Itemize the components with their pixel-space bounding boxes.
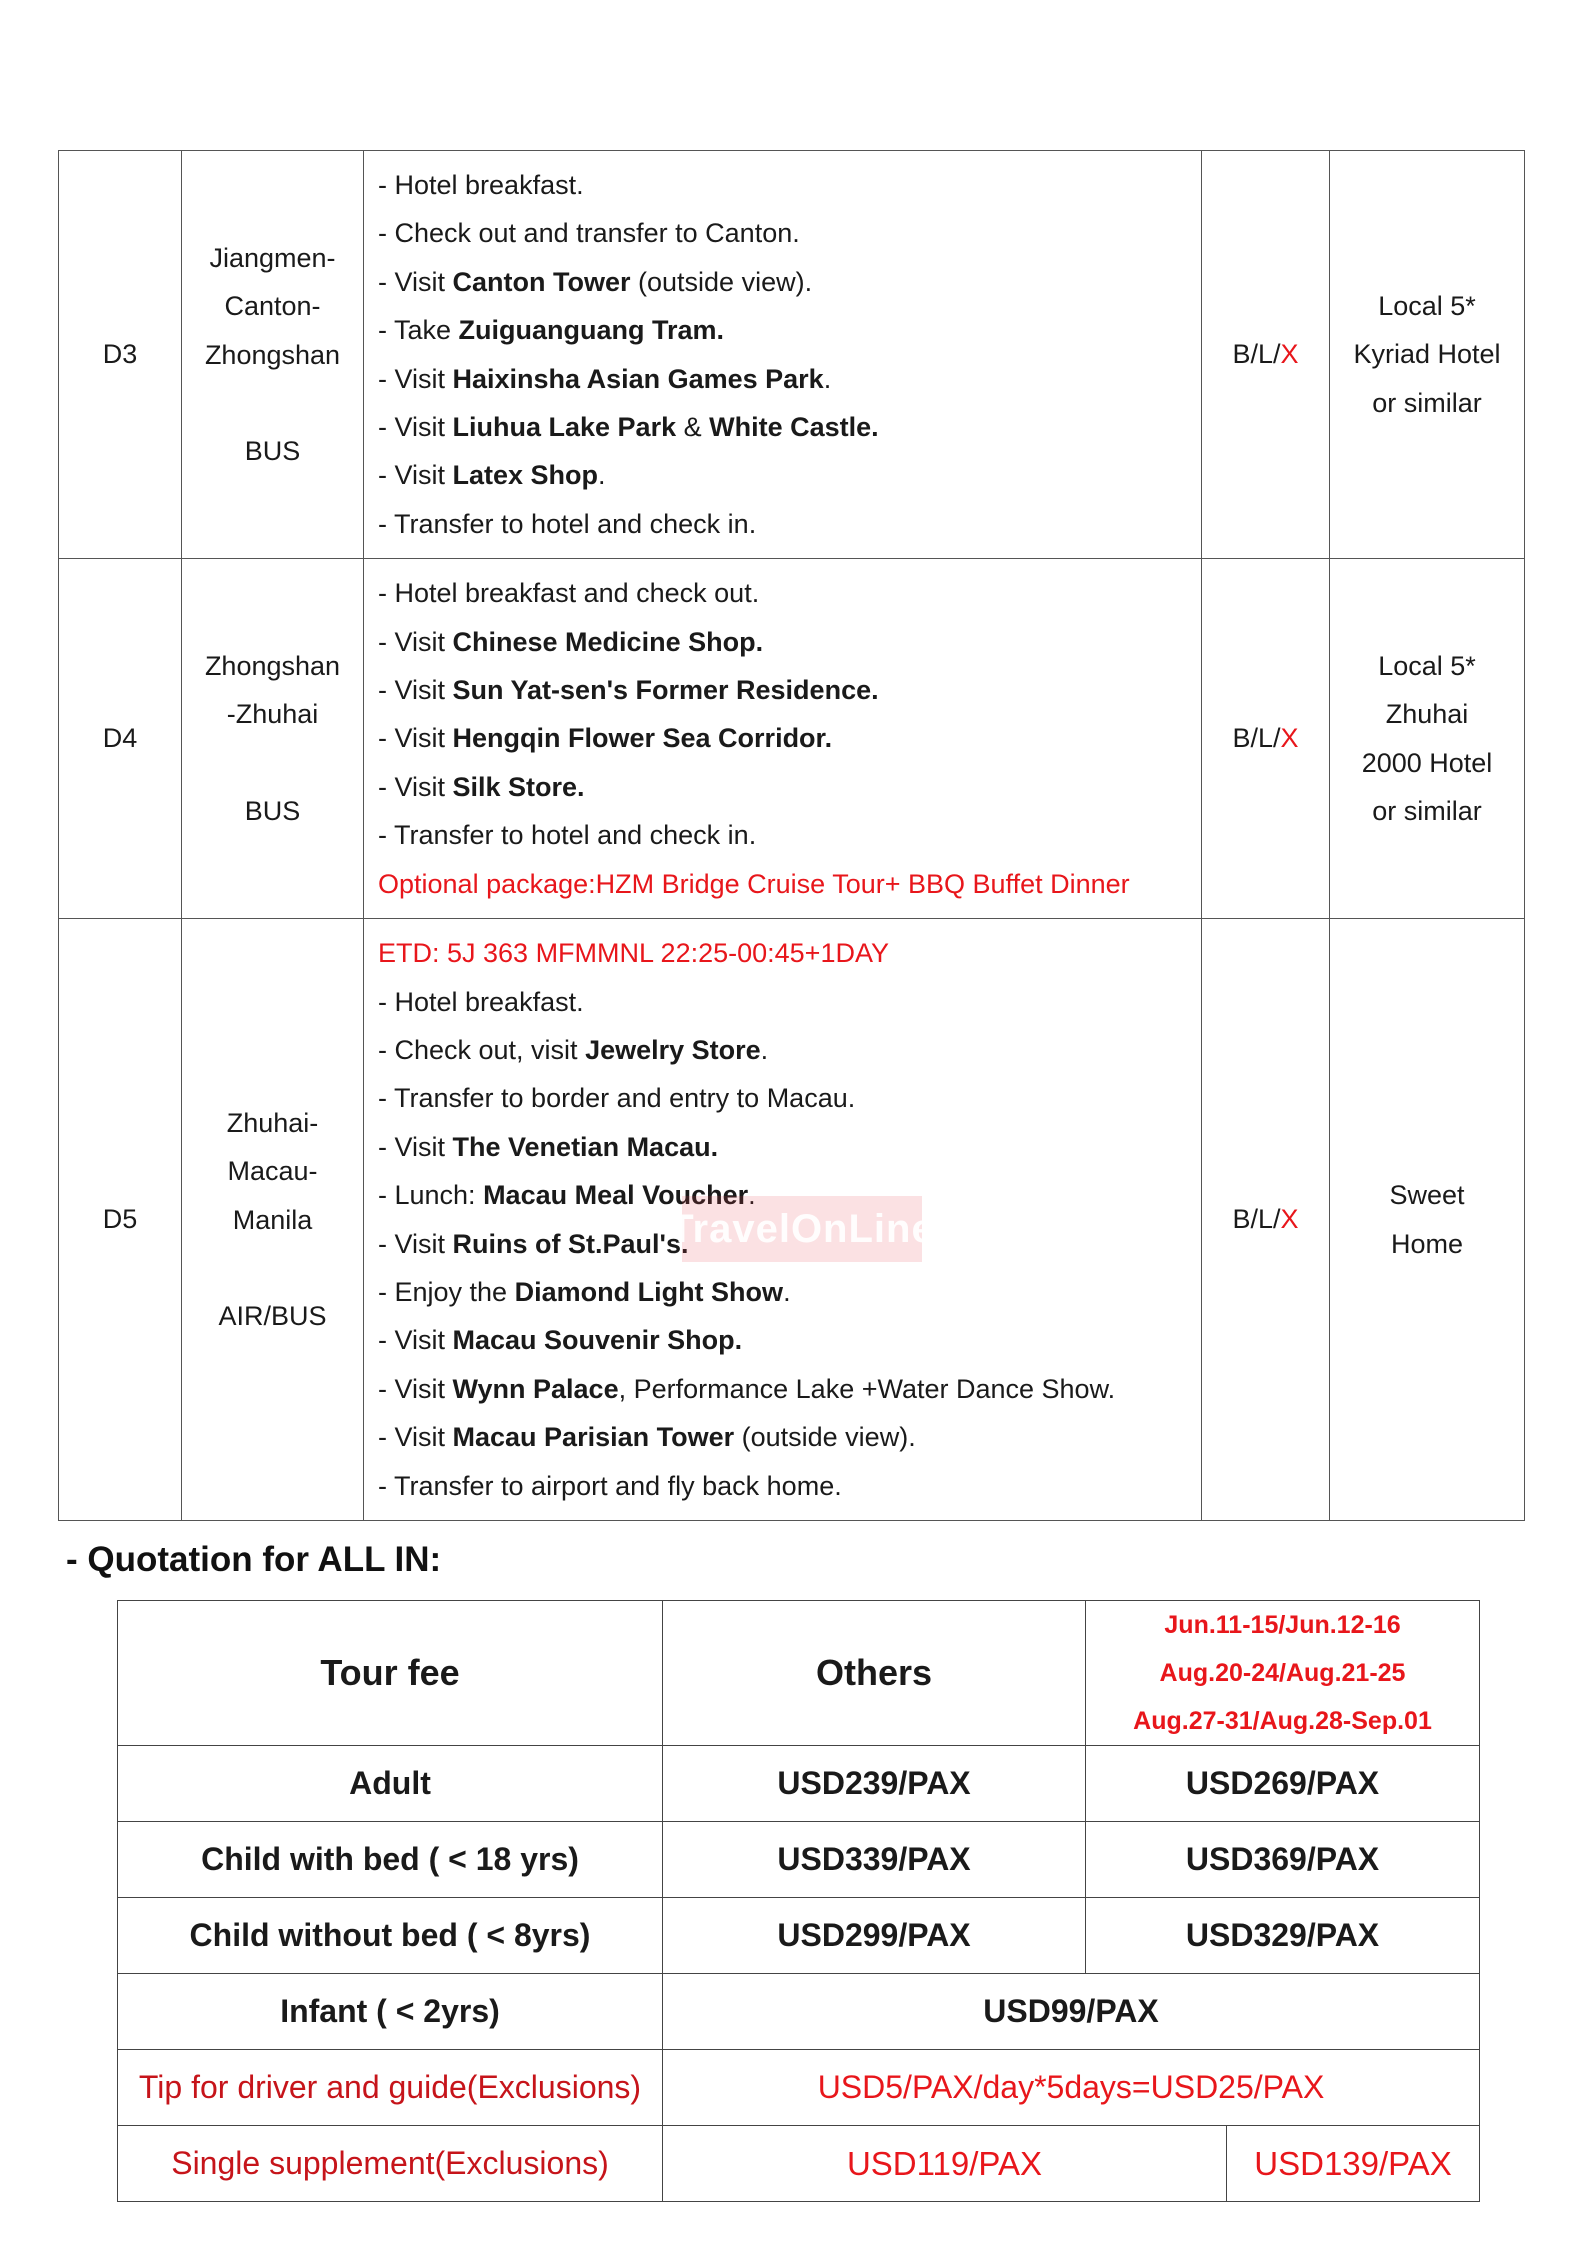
activity-text: (outside view). <box>734 1422 916 1453</box>
hotel-line: Kyriad Hotel <box>1353 339 1501 370</box>
activity-highlight: Canton Tower <box>452 266 631 297</box>
activity-text: ETD: 5J 363 MFMMNL 22:25-00:45+1DAY <box>378 938 889 969</box>
route-cell <box>182 919 364 1521</box>
activity-line <box>378 1365 1187 1413</box>
activity-text: - Transfer to hotel and check in. <box>378 820 757 851</box>
meals-included: B/L/ <box>1232 723 1281 754</box>
activity-text: . <box>598 460 606 491</box>
quotation-heading: - Quotation for ALL IN: <box>66 1540 442 1579</box>
price-peak: USD369/PAX <box>1086 1822 1480 1898</box>
day-cell: D4 <box>59 559 182 919</box>
activity-text: - Visit <box>378 1325 453 1356</box>
activity-highlight: Diamond Light Show <box>514 1276 784 1307</box>
header-dates <box>1086 1601 1480 1746</box>
activity-line <box>378 161 1187 209</box>
route-line: AIR/BUS <box>218 1300 327 1331</box>
header-others: Others <box>663 1601 1086 1746</box>
route-cell <box>182 559 364 919</box>
activity-highlight: White Castle. <box>709 412 879 443</box>
price-peak: USD269/PAX <box>1086 1746 1480 1822</box>
activity-text: - Visit <box>378 460 453 491</box>
activity-line <box>378 355 1187 403</box>
activities-cell <box>364 151 1202 559</box>
row-label: Single supplement(Exclusions) <box>118 2126 663 2202</box>
day-cell: D5 <box>59 919 182 1521</box>
activity-line <box>378 860 1187 908</box>
activity-highlight: Chinese Medicine Shop. <box>452 626 764 657</box>
activity-highlight: Ruins of St.Paul's. <box>452 1228 689 1259</box>
hotel-cell <box>1330 559 1525 919</box>
quote-row-single <box>118 2126 1480 2202</box>
meal-excluded-mark: X <box>1280 339 1299 370</box>
date-range: Aug.27-31/Aug.28-Sep.01 <box>1133 1707 1432 1735</box>
hotel-cell <box>1330 919 1525 1521</box>
route-line: Macau- <box>227 1156 318 1187</box>
quote-row-tip <box>118 2050 1480 2126</box>
activity-highlight: The Venetian Macau. <box>452 1131 719 1162</box>
activities-cell <box>364 559 1202 919</box>
activity-text: Optional package:HZM Bridge Cruise Tour+ BBQ Buffet Dinner <box>378 868 1130 899</box>
price-others: USD299/PAX <box>663 1898 1086 1974</box>
meals-cell <box>1202 559 1330 919</box>
activity-line <box>378 1413 1187 1461</box>
route-spacer <box>186 739 359 787</box>
activity-text: - Lunch: <box>378 1180 484 1211</box>
activity-text: - Check out, visit <box>378 1034 586 1065</box>
activity-text: - Visit <box>378 266 453 297</box>
price-peak: USD139/PAX <box>1254 2144 1452 2182</box>
row-label: Adult <box>118 1746 663 1822</box>
route-line: Canton- <box>224 291 321 322</box>
hotel-line: Local 5* <box>1378 650 1476 681</box>
activity-highlight: Latex Shop <box>452 460 599 491</box>
activity-line <box>378 500 1187 548</box>
activity-line <box>378 929 1187 977</box>
activity-line <box>378 978 1187 1026</box>
meal-excluded-mark: X <box>1280 1204 1299 1235</box>
activity-line <box>378 666 1187 714</box>
activity-highlight: Jewelry Store <box>585 1034 761 1065</box>
route-line: Zhuhai- <box>226 1107 319 1138</box>
activity-highlight: Hengqin Flower Sea Corridor. <box>452 723 833 754</box>
quote-row-child-bed <box>118 1822 1480 1898</box>
activity-line <box>378 1026 1187 1074</box>
hotel-line: Zhuhai <box>1385 699 1469 730</box>
activity-text: . <box>823 363 832 394</box>
activity-line <box>378 811 1187 859</box>
activity-line <box>378 714 1187 762</box>
hotel-line: Sweet <box>1389 1180 1465 1211</box>
meal-excluded-mark: X <box>1280 723 1299 754</box>
activity-highlight: Liuhua Lake Park <box>452 412 677 443</box>
activity-text: - Hotel breakfast. <box>378 986 584 1017</box>
activity-text: . <box>748 1180 756 1211</box>
activity-text: - Hotel breakfast. <box>378 170 584 200</box>
activity-line <box>378 1268 1187 1316</box>
price-peak: USD329/PAX <box>1086 1898 1480 1974</box>
price-others: USD339/PAX <box>663 1822 1086 1898</box>
hotel-line: Home <box>1390 1228 1464 1259</box>
activity-text: - Transfer to hotel and check in. <box>378 508 757 539</box>
activity-text: - Transfer to border and entry to Macau. <box>378 1083 856 1114</box>
activity-highlight: Silk Store. <box>452 771 585 802</box>
route-line: Manila <box>232 1204 313 1235</box>
travelonline-watermark: TravelOnLine <box>682 1196 922 1262</box>
activity-line <box>378 1123 1187 1171</box>
route-line: -Zhuhai <box>226 699 319 730</box>
quote-row-child-nobed <box>118 1898 1480 1974</box>
activity-text: - Visit <box>378 1131 453 1162</box>
row-label: Child with bed ( < 18 yrs) <box>118 1822 663 1898</box>
activity-text: - Enjoy the <box>378 1276 515 1307</box>
activity-text: - Visit <box>378 363 453 394</box>
activity-text: , Performance Lake +Water Dance Show. <box>618 1373 1116 1404</box>
activity-highlight: Zuiguanguang Tram. <box>458 315 725 346</box>
activity-text: - Visit <box>378 723 453 754</box>
activity-line <box>378 763 1187 811</box>
activity-text: - Visit <box>378 412 453 443</box>
route-line: Zhongshan <box>204 651 341 682</box>
single-supplement-prices <box>663 2126 1480 2202</box>
activity-text: - Take <box>378 315 459 346</box>
itinerary-row-d4 <box>59 559 1525 919</box>
activity-line <box>378 1462 1187 1510</box>
hotel-line: 2000 Hotel <box>1361 747 1493 778</box>
activity-line <box>378 306 1187 354</box>
meals-included: B/L/ <box>1232 339 1281 370</box>
activity-highlight: Wynn Palace <box>452 1373 619 1404</box>
hotel-cell <box>1330 151 1525 559</box>
hotel-line: or similar <box>1372 387 1482 418</box>
activity-text: (outside view). <box>630 266 813 297</box>
route-spacer <box>186 1244 359 1292</box>
activity-line <box>378 1074 1187 1122</box>
meals-included: B/L/ <box>1232 1204 1281 1235</box>
route-cell <box>182 151 364 559</box>
header-tour-fee: Tour fee <box>118 1601 663 1746</box>
itinerary-row-d3 <box>59 151 1525 559</box>
day-cell: D3 <box>59 151 182 559</box>
price-others: USD239/PAX <box>663 1746 1086 1822</box>
row-label: Tip for driver and guide(Exclusions) <box>118 2050 663 2126</box>
activity-text: - Visit <box>378 626 453 657</box>
row-label: Infant ( < 2yrs) <box>118 1974 663 2050</box>
meals-cell <box>1202 919 1330 1521</box>
activity-line <box>378 1316 1187 1364</box>
activity-highlight: Macau Souvenir Shop. <box>452 1325 743 1356</box>
activity-line <box>378 618 1187 666</box>
quote-row-adult <box>118 1746 1480 1822</box>
hotel-line: Local 5* <box>1378 291 1476 322</box>
activity-line <box>378 258 1187 306</box>
hotel-line: or similar <box>1372 796 1482 827</box>
activity-text: - Visit <box>378 1228 453 1259</box>
activity-highlight: Macau Meal Voucher <box>483 1180 749 1211</box>
activity-text: - Check out and transfer to Canton. <box>378 218 800 249</box>
activity-text: & <box>676 412 710 443</box>
quote-row-infant <box>118 1974 1480 2050</box>
quotation-table <box>117 1600 1480 2202</box>
activity-text: - Visit <box>378 1422 453 1453</box>
date-range: Jun.11-15/Jun.12-16 <box>1164 1611 1401 1639</box>
route-line: Zhongshan <box>204 339 341 370</box>
activity-text: - Hotel breakfast and check out. <box>378 578 760 609</box>
activity-line <box>378 569 1187 617</box>
activity-text: - Visit <box>378 675 453 706</box>
quote-header-row <box>118 1601 1480 1746</box>
activity-line <box>378 451 1187 499</box>
route-line: BUS <box>244 436 301 467</box>
itinerary-table <box>58 150 1525 1521</box>
meals-cell <box>1202 151 1330 559</box>
activity-line <box>378 209 1187 257</box>
activity-highlight: Macau Parisian Tower <box>452 1422 735 1453</box>
activity-text: - Transfer to airport and fly back home. <box>378 1470 842 1501</box>
route-spacer <box>186 379 359 427</box>
activity-text: - Visit <box>378 771 453 802</box>
price-others: USD119/PAX <box>663 2126 1227 2201</box>
route-line: Jiangmen- <box>209 242 336 273</box>
price-all: USD5/PAX/day*5days=USD25/PAX <box>663 2050 1480 2126</box>
route-line: BUS <box>244 795 301 826</box>
activity-highlight: Sun Yat-sen's Former Residence. <box>452 675 879 706</box>
activity-text: . <box>783 1276 791 1307</box>
activity-text: . <box>760 1034 769 1065</box>
row-label: Child without bed ( < 8yrs) <box>118 1898 663 1974</box>
activity-line <box>378 403 1187 451</box>
activity-highlight: Haixinsha Asian Games Park <box>452 363 824 394</box>
activity-text: - Visit <box>378 1373 453 1404</box>
price-all: USD99/PAX <box>663 1974 1480 2050</box>
date-range: Aug.20-24/Aug.21-25 <box>1159 1659 1406 1687</box>
